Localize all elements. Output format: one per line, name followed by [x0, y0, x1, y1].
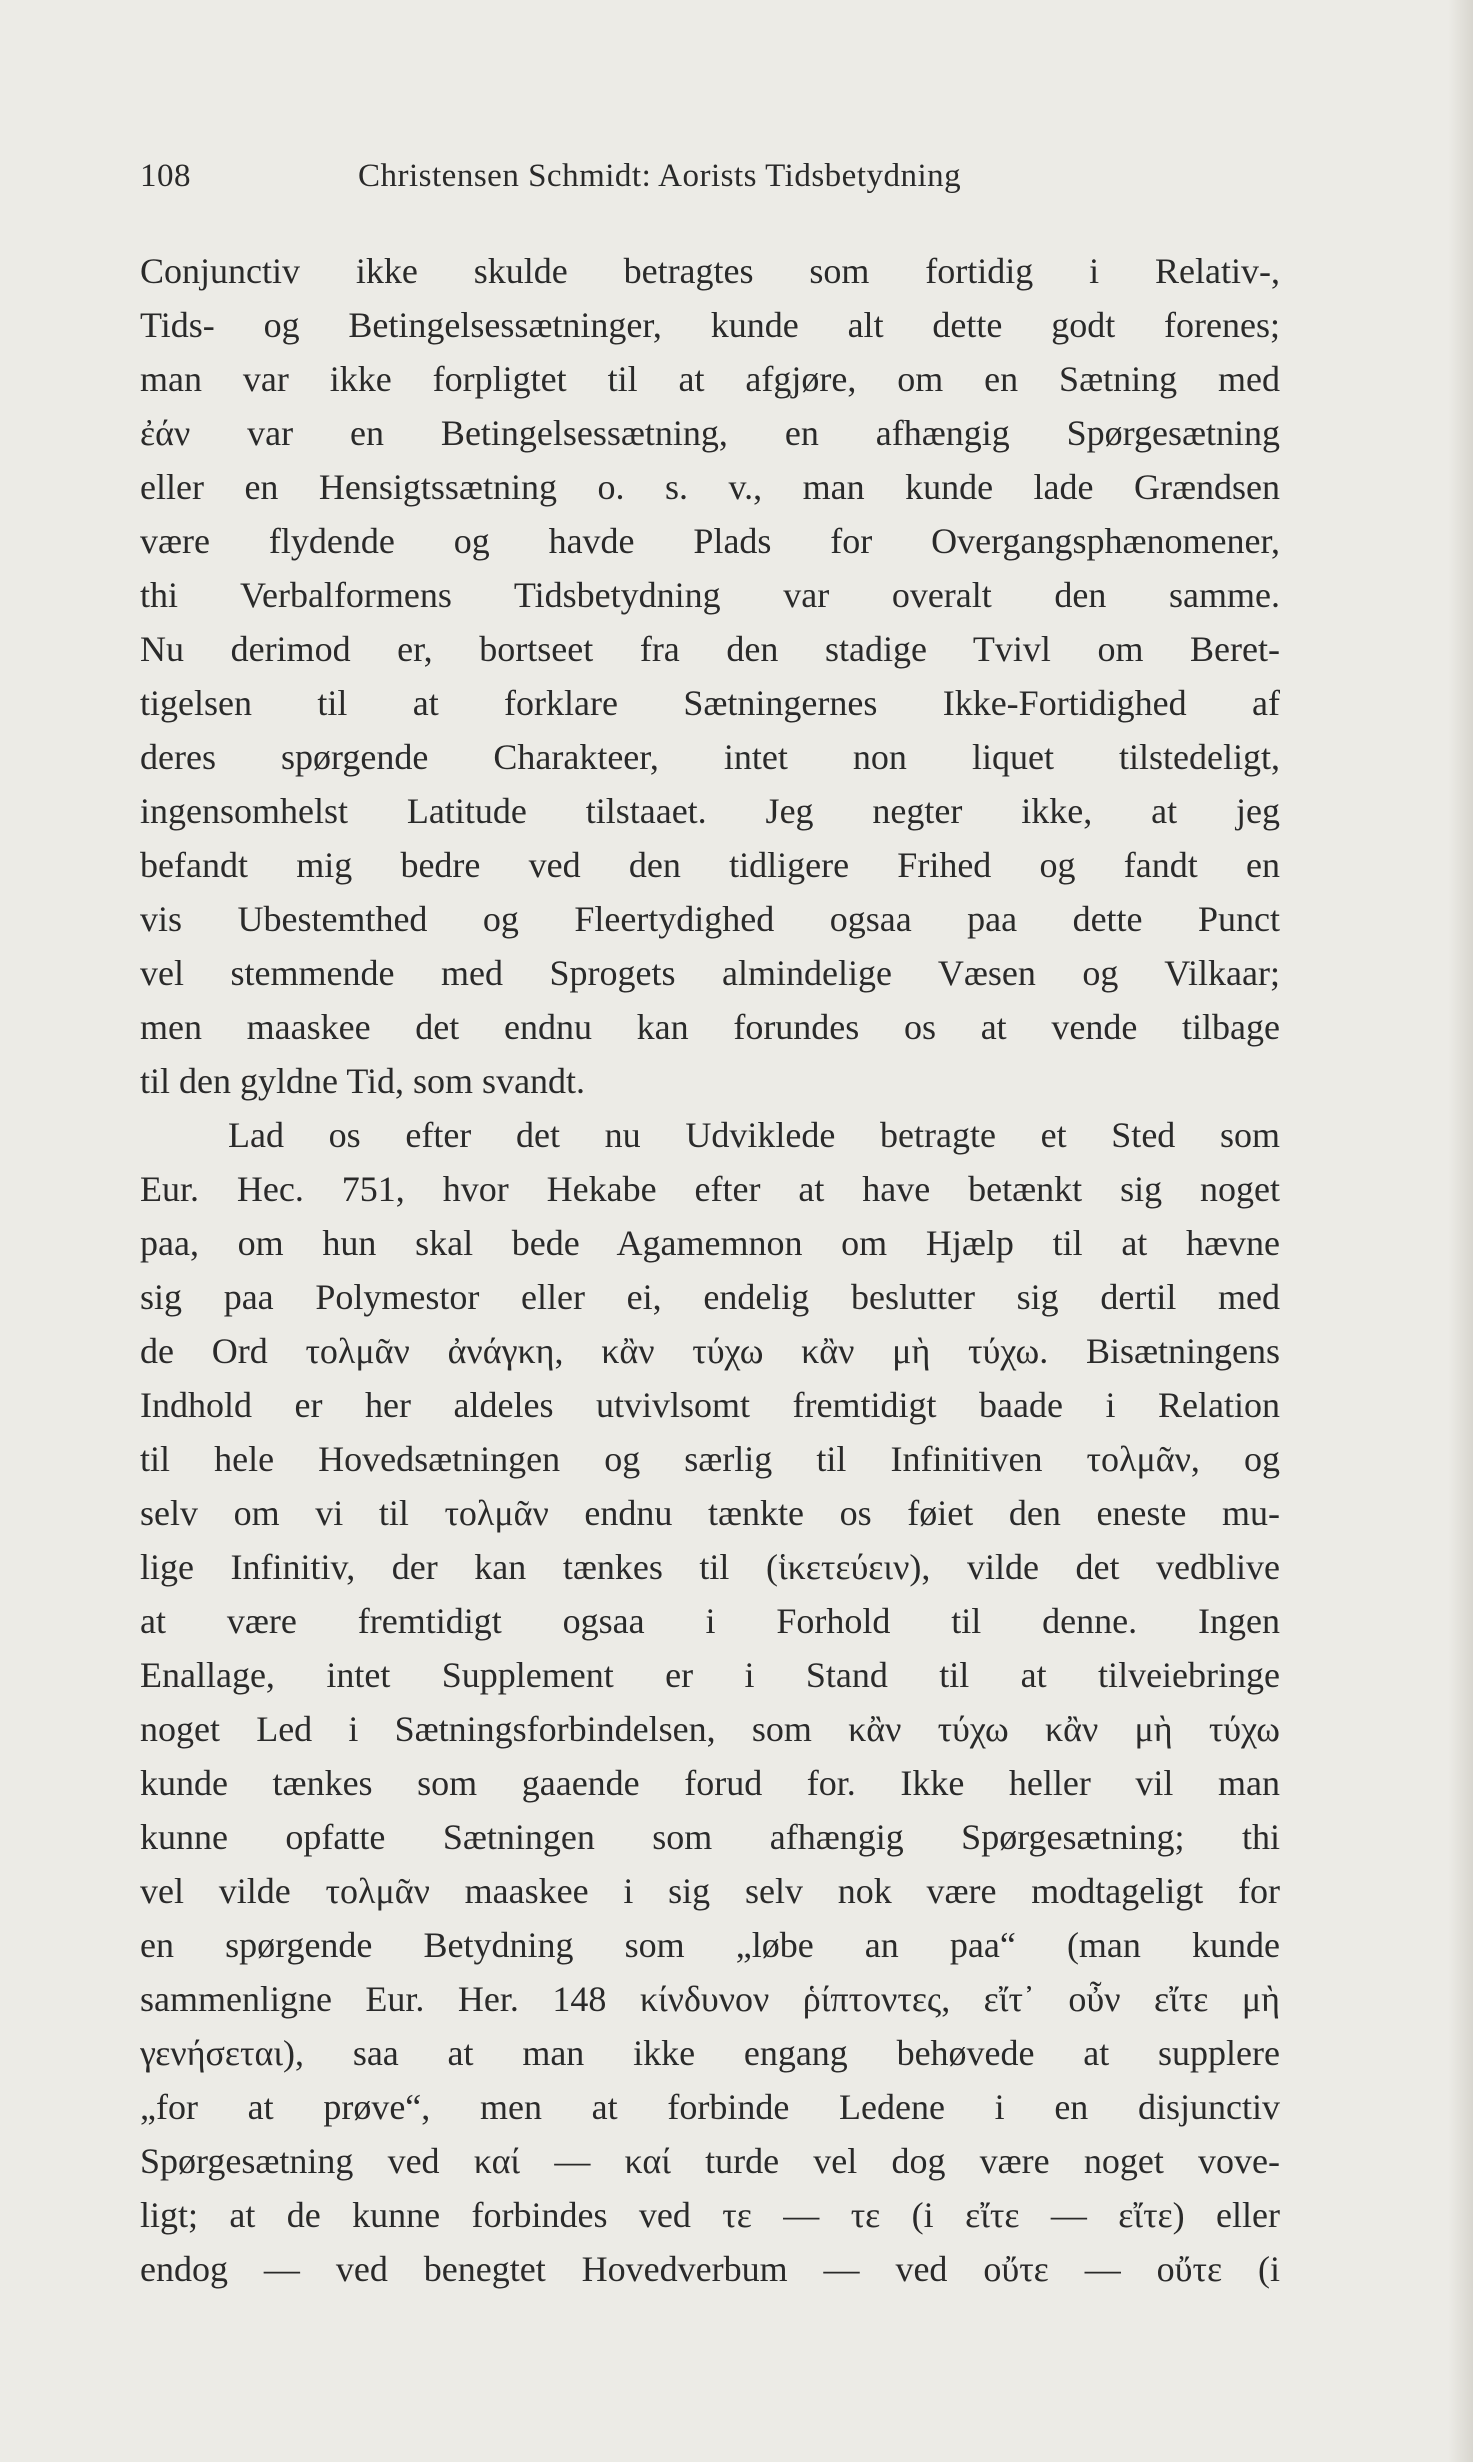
- text-line: Spørgesætning ved καί — καί turde vel dog være noget vove-: [140, 2141, 1280, 2181]
- text-line: til hele Hovedsætningen og særlig til Infinitiven τολμᾶν, og: [140, 1439, 1280, 1479]
- text-line: ligt; at de kunne forbindes ved τε — τε (i εἴτε — εἴτε) eller: [140, 2195, 1280, 2235]
- page-header: [140, 158, 1140, 208]
- text-line: Tids- og Betingelsessætninger, kunde alt dette godt forenes;: [140, 305, 1280, 345]
- text-line: vis Ubestemthed og Fleertydighed ogsaa paa dette Punct: [140, 899, 1280, 939]
- text-line: man var ikke forpligtet til at afgjøre, om en Sætning med: [140, 359, 1280, 399]
- text-line: vel stemmende med Sprogets almindelige Væsen og Vilkaar;: [140, 953, 1280, 993]
- text-line: endog — ved benegtet Hovedverbum — ved οὔτε — οὔτε (i: [140, 2249, 1280, 2289]
- text-line: Lad os efter det nu Udviklede betragte et Sted som: [228, 1115, 1280, 1155]
- text-line: tigelsen til at forklare Sætningernes Ikke-Fortidighed af: [140, 683, 1280, 723]
- text-line: eller en Hensigtssætning o. s. v., man kunde lade Grændsen: [140, 467, 1280, 507]
- text-line: γενήσεται), saa at man ikke engang behøvede at supplere: [140, 2033, 1280, 2073]
- text-line: thi Verbalformens Tidsbetydning var overalt den samme.: [140, 575, 1280, 615]
- text-line: sammenligne Eur. Her. 148 κίνδυνον ῥίπτοντες, εἴτ᾽ οὖν εἴτε μὴ: [140, 1979, 1280, 2019]
- text-line: en spørgende Betydning som „løbe an paa“ (man kunde: [140, 1925, 1280, 1965]
- text-line: til den gyldne Tid, som svandt.: [140, 1061, 586, 1101]
- text-line: sig paa Polymestor eller ei, endelig beslutter sig dertil med: [140, 1277, 1280, 1317]
- text-line: være flydende og havde Plads for Overgangsphænomener,: [140, 521, 1280, 561]
- text-line: ἐάν var en Betingelsessætning, en afhængig Spørgesætning: [140, 413, 1280, 453]
- text-line: Conjunctiv ikke skulde betragtes som fortidig i Relativ-,: [140, 251, 1280, 291]
- running-title: Christensen Schmidt: Aorists Tidsbetydning: [358, 158, 962, 194]
- text-line: de Ord τολμᾶν ἀνάγκη, κἂν τύχω κἂν μὴ τύχω. Bisætningens: [140, 1331, 1280, 1371]
- text-line: Indhold er her aldeles utvivlsomt fremtidigt baade i Relation: [140, 1385, 1280, 1425]
- page-number: 108: [140, 158, 191, 194]
- text-line: kunne opfatte Sætningen som afhængig Spørgesætning; thi: [140, 1817, 1280, 1857]
- body-text: [140, 244, 1280, 2296]
- text-line: noget Led i Sætningsforbindelsen, som κἂν τύχω κἂν μὴ τύχω: [140, 1709, 1280, 1749]
- text-line: men maaskee det endnu kan forundes os at vende tilbage: [140, 1007, 1280, 1047]
- text-line: deres spørgende Charakteer, intet non liquet tilstedeligt,: [140, 737, 1280, 777]
- text-line: „for at prøve“, men at forbinde Ledene i en disjunctiv: [140, 2087, 1280, 2127]
- text-line: befandt mig bedre ved den tidligere Frihed og fandt en: [140, 845, 1280, 885]
- text-line: at være fremtidigt ogsaa i Forhold til denne. Ingen: [140, 1601, 1280, 1641]
- text-line: Nu derimod er, bortseet fra den stadige Tvivl om Beret-: [140, 629, 1280, 669]
- text-line: lige Infinitiv, der kan tænkes til (ἱκετεύειν), vilde det vedblive: [140, 1547, 1280, 1587]
- text-line: ingensomhelst Latitude tilstaaet. Jeg negter ikke, at jeg: [140, 791, 1280, 831]
- text-line: paa, om hun skal bede Agamemnon om Hjælp til at hævne: [140, 1223, 1280, 1263]
- text-line: kunde tænkes som gaaende forud for. Ikke heller vil man: [140, 1763, 1280, 1803]
- text-line: Enallage, intet Supplement er i Stand til at tilveiebringe: [140, 1655, 1280, 1695]
- text-line: vel vilde τολμᾶν maaskee i sig selv nok være modtageligt for: [140, 1871, 1280, 1911]
- text-line: Eur. Hec. 751, hvor Hekabe efter at have betænkt sig noget: [140, 1169, 1280, 1209]
- text-line: selv om vi til τολμᾶν endnu tænkte os føiet den eneste mu-: [140, 1493, 1280, 1533]
- page-edge-shadow: [1448, 0, 1473, 2462]
